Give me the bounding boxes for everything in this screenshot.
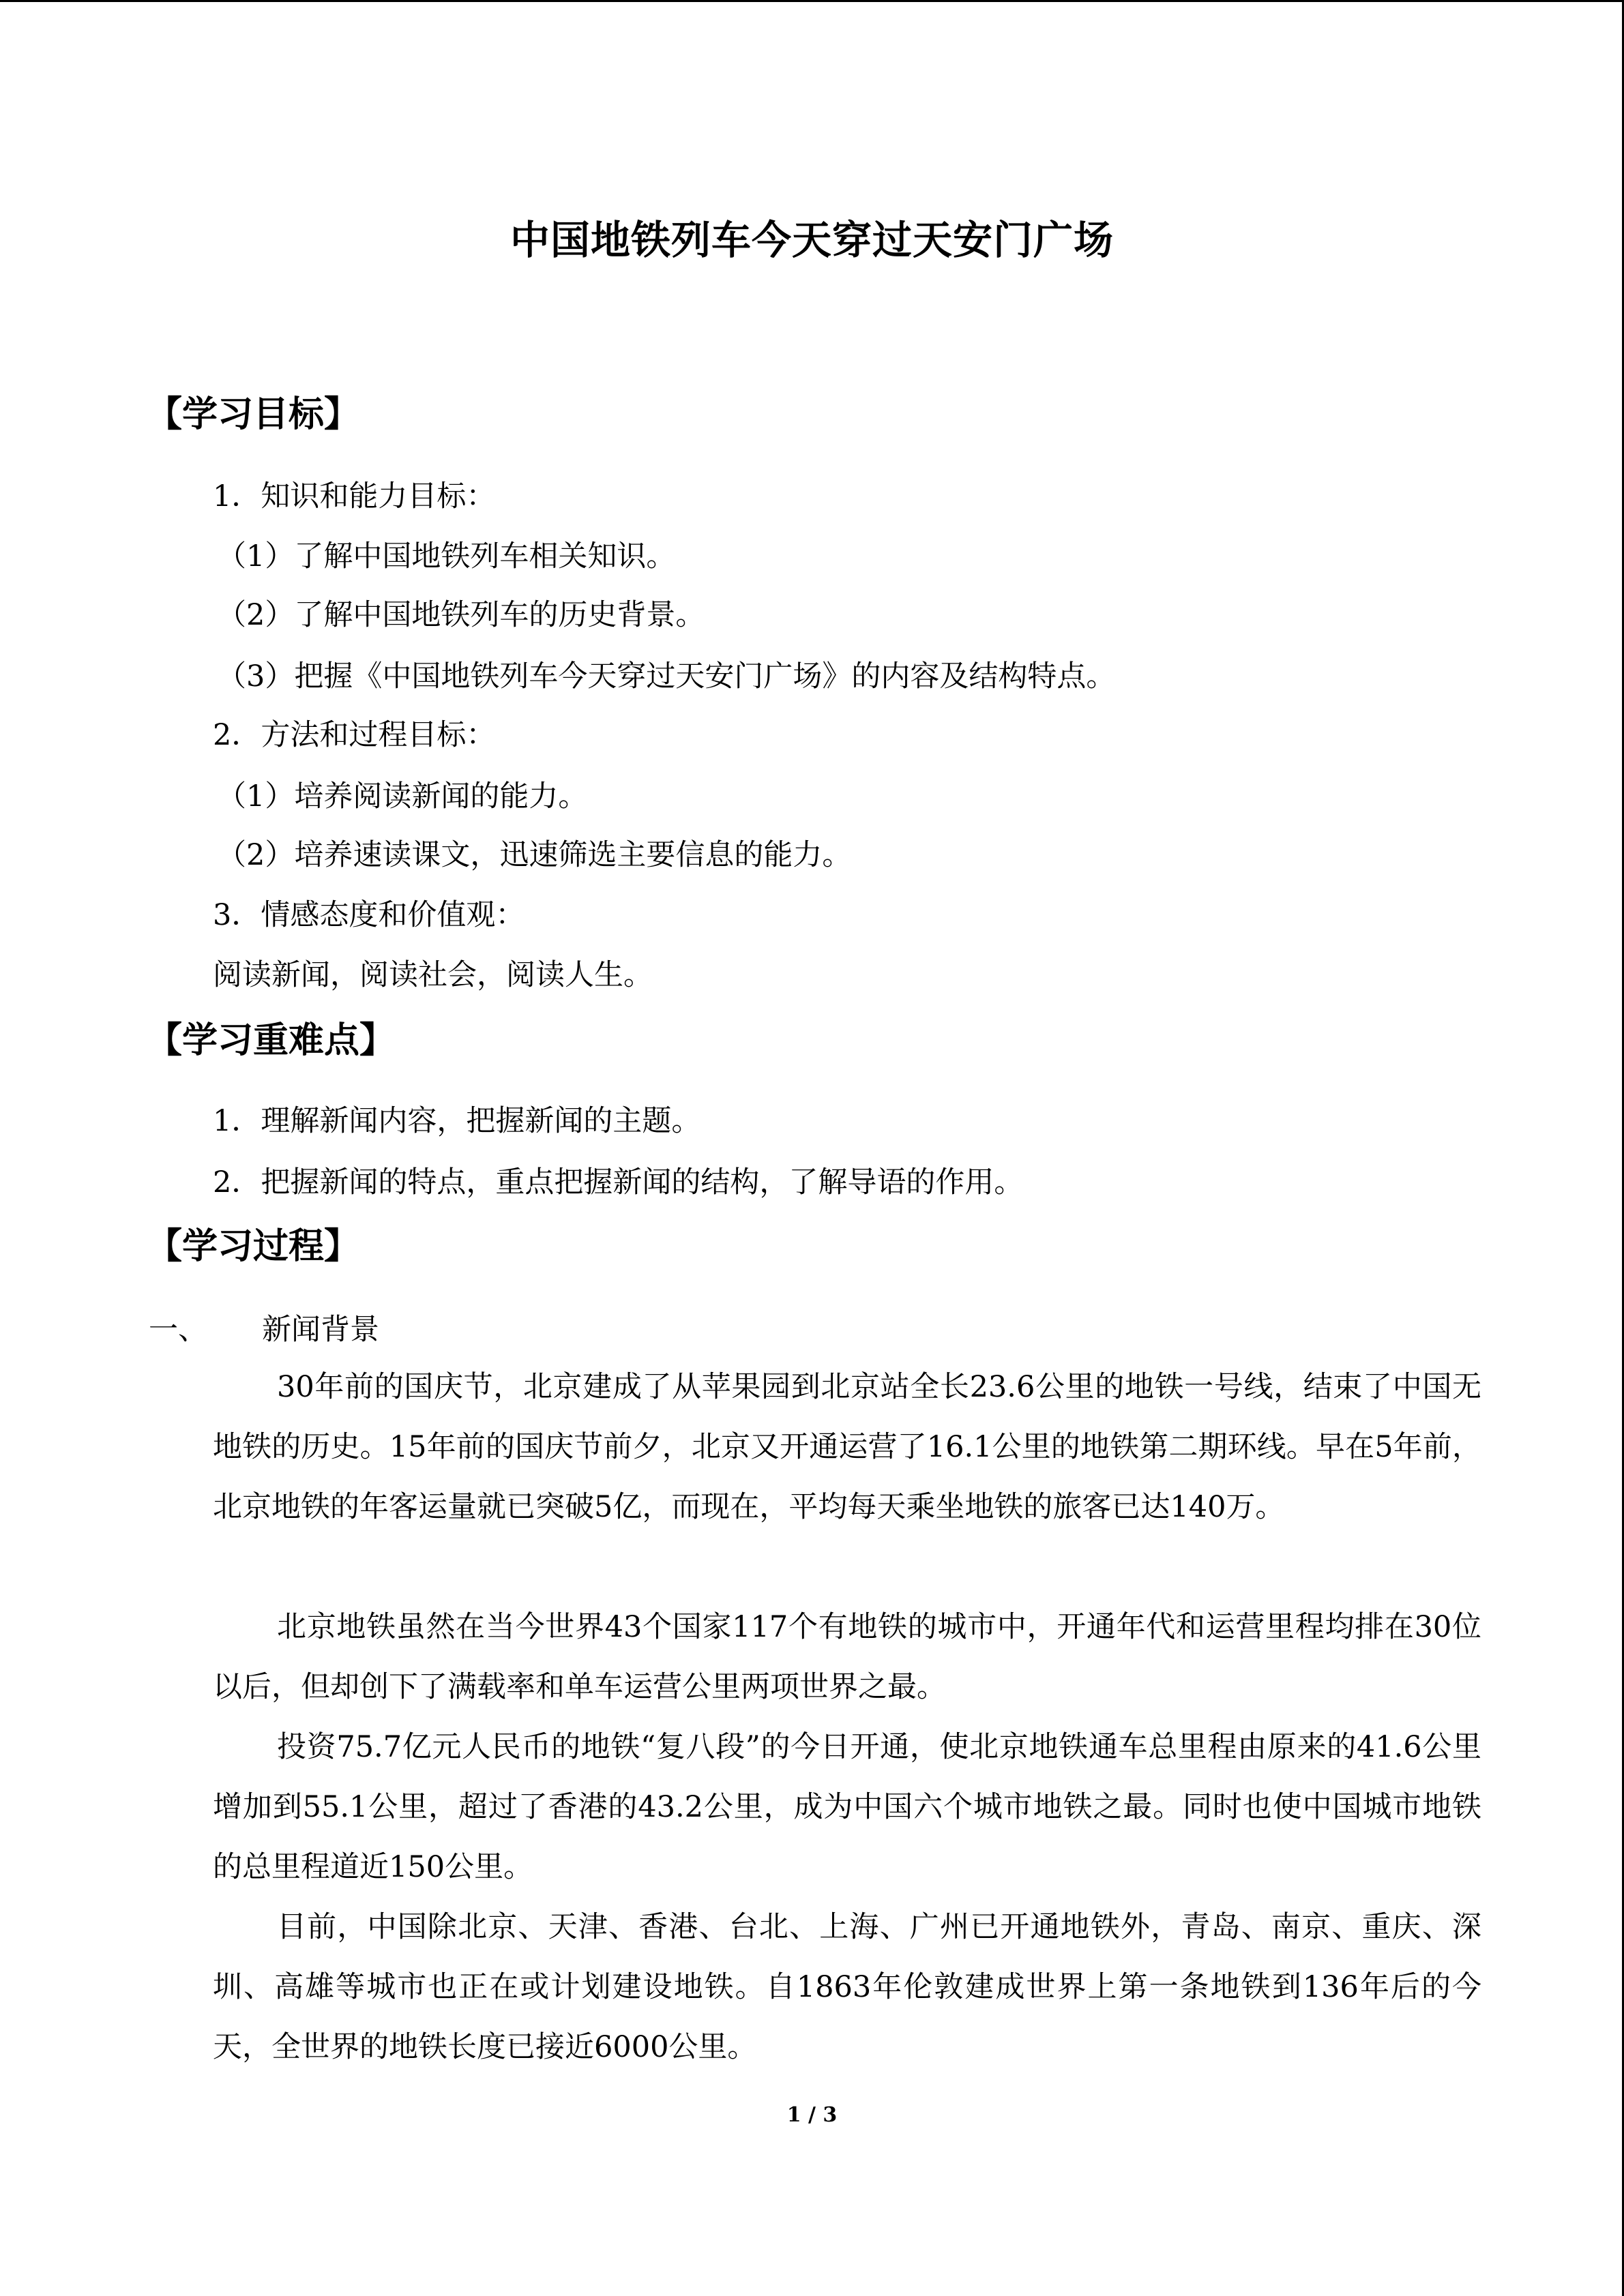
key-point-line-2: 2．把握新闻的特点，重点把握新闻的结构，了解导语的作用。 bbox=[213, 1165, 1024, 1199]
background-paragraph-4: 目前，中国除北京、天津、香港、台北、上海、广州已开通地铁外，青岛、南京、重庆、深圳、高雄等城市也正在或计划建设地铁。自1863年伦敦建成世界上第一条地铁到136年后的今天，全世界的地铁长度已接近6000公里。 bbox=[213, 1910, 1481, 2064]
subsection-title: 新闻背景 bbox=[262, 1313, 379, 1347]
background-paragraph-3: 投资75.7亿元人民币的地铁“复八段”的今日开通，使北京地铁通车总里程由原来的41.6公里增加到55.1公里，超过了香港的43.2公里，成为中国六个城市地铁之最。同时也使中国城市地铁的总里程道近150公里。 bbox=[213, 1730, 1481, 1884]
goal-line-8: 3．情感态度和价值观： bbox=[213, 898, 525, 932]
goal-line-1: 1．知识和能力目标： bbox=[213, 479, 496, 513]
goal-line-2: （1）了解中国地铁列车相关知识。 bbox=[217, 539, 676, 573]
goal-line-7: （2）培养速读课文，迅速筛选主要信息的能力。 bbox=[217, 838, 852, 872]
page-number: 1 / 3 bbox=[786, 2103, 838, 2127]
background-paragraph-2: 北京地铁虽然在当今世界43个国家117个有地铁的城市中，开通年代和运营里程均排在30位以后，但却创下了满载率和单车运营公里两项世界之最。 bbox=[213, 1610, 1481, 1704]
key-point-line-1: 1．理解新闻内容，把握新闻的主题。 bbox=[213, 1104, 701, 1138]
heading-key-points: 【学习重难点】 bbox=[147, 1019, 396, 1061]
goal-line-6: （1）培养阅读新闻的能力。 bbox=[217, 779, 588, 814]
top-border-line bbox=[0, 0, 1624, 2]
heading-learning-process: 【学习过程】 bbox=[147, 1225, 360, 1267]
goal-line-9: 阅读新闻，阅读社会，阅读人生。 bbox=[213, 958, 653, 992]
goal-line-3: （2）了解中国地铁列车的历史背景。 bbox=[217, 598, 705, 632]
goal-line-4: （3）把握《中国地铁列车今天穿过天安门广场》的内容及结构特点。 bbox=[217, 659, 1116, 694]
subsection-number: 一、 bbox=[149, 1313, 207, 1347]
background-paragraph-1: 30年前的国庆节，北京建成了从苹果园到北京站全长23.6公里的地铁一号线，结束了中国无地铁的历史。15年前的国庆节前夕，北京又开通运营了16.1公里的地铁第二期环线。早在5年前，北京地铁的年客运量就已突破5亿，而现在，平均每天乘坐地铁的旅客已达140万。 bbox=[213, 1370, 1481, 1524]
document-title: 中国地铁列车今天穿过天安门广场 bbox=[510, 217, 1114, 263]
goal-line-5: 2．方法和过程目标： bbox=[213, 718, 496, 752]
heading-learning-goals: 【学习目标】 bbox=[147, 393, 360, 435]
